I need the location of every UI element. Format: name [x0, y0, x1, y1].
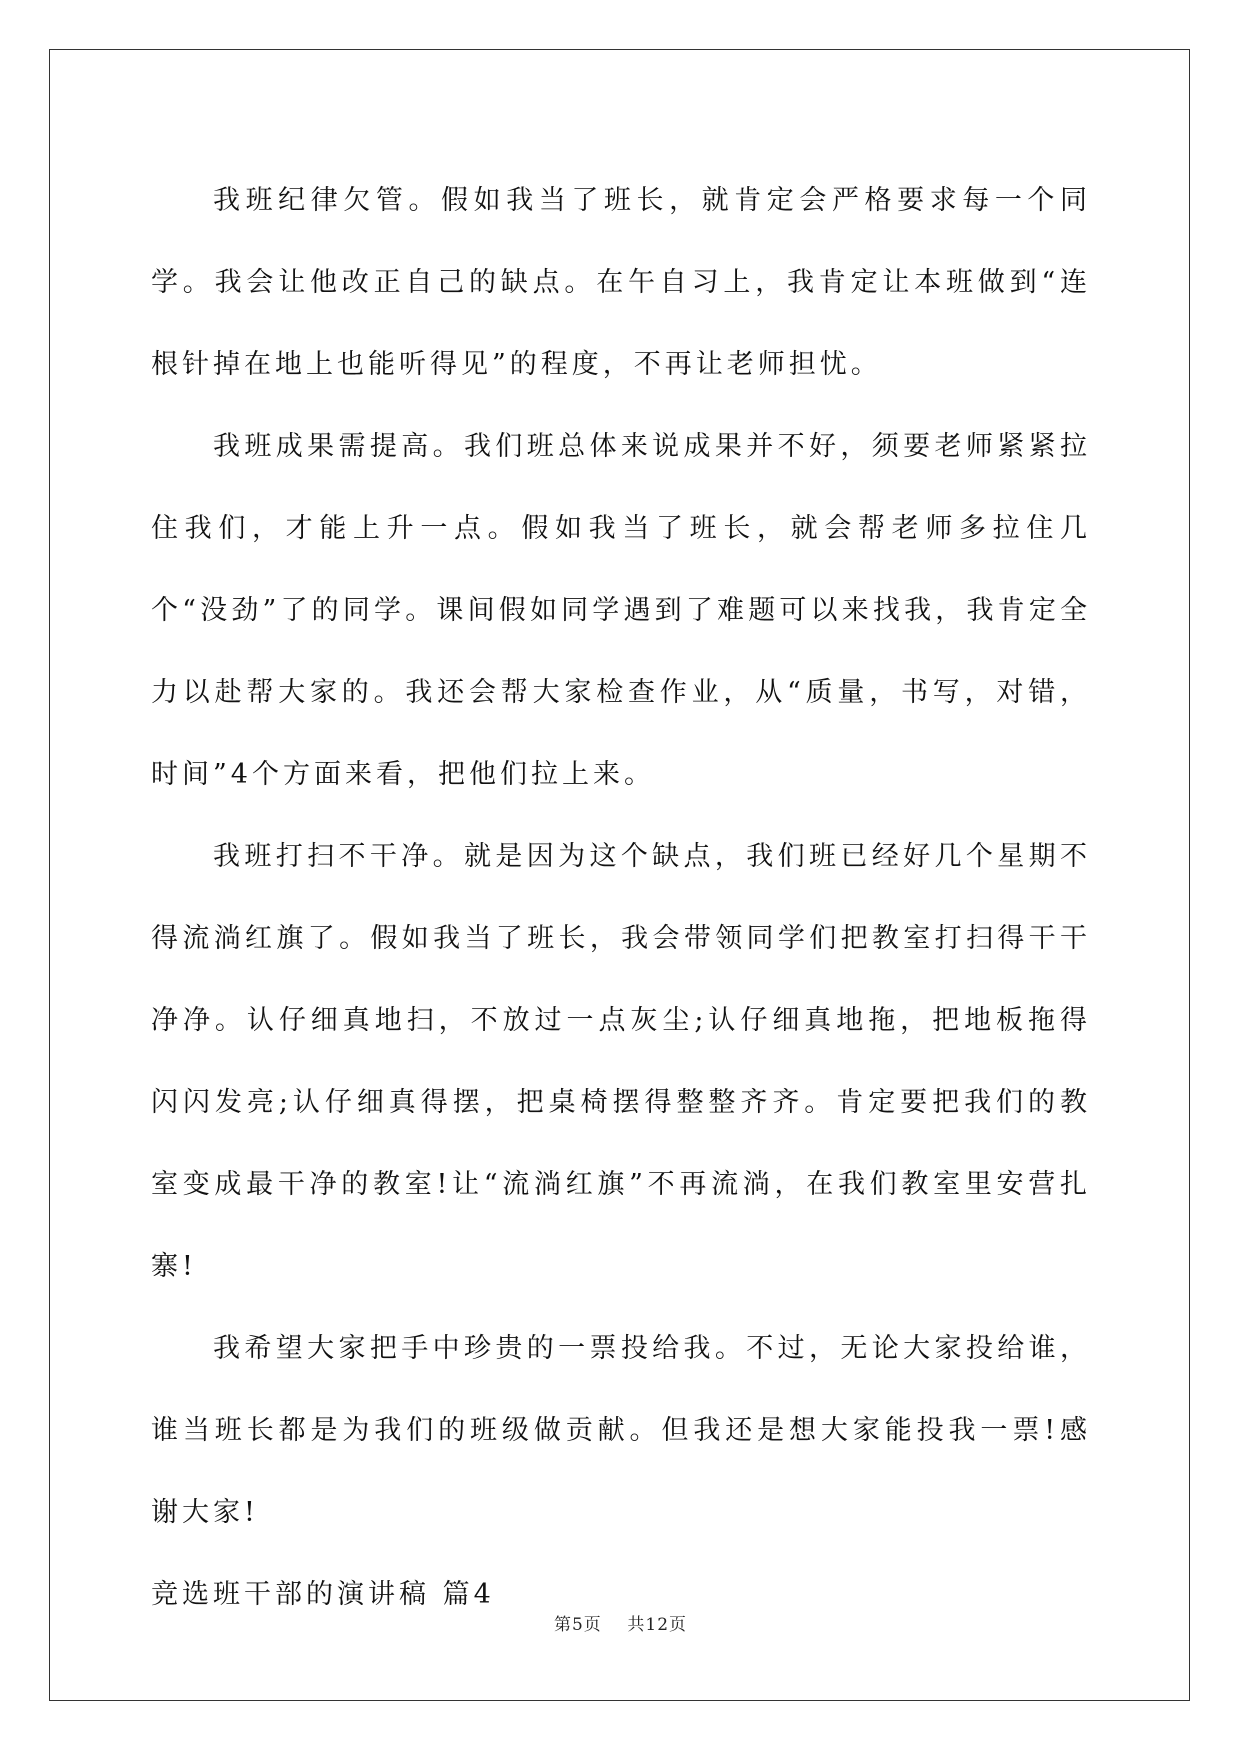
- paragraph-1: 我班纪律欠管。假如我当了班长，就肯定会严格要求每一个同学。我会让他改正自己的缺点。在午自习上，我肯定让本班做到“连根针掉在地上也能听得见”的程度，不再让老师担忧。: [151, 185, 1091, 380]
- footer-separator: [602, 1615, 628, 1635]
- paragraph-2: 我班成果需提高。我们班总体来说成果并不好，须要老师紧紧拉住我们，才能上升一点。假如我当了班长，就会帮老师多拉住几个“没劲”了的同学。课间假如同学遇到了难题可以来找我，我肯定全力以赴帮大家的。我还会帮大家检查作业，从“质量，书写，对错，时间”4个方面来看，把他们拉上来。: [151, 431, 1091, 790]
- page-number-current: 第5页: [553, 1615, 602, 1635]
- paragraph-4: 我希望大家把手中珍贵的一票投给我。不过，无论大家投给谁，谁当班长都是为我们的班级做贡献。但我还是想大家能投我一票!感谢大家!: [151, 1333, 1091, 1528]
- document-body: [151, 160, 1091, 1636]
- paragraph-3: 我班打扫不干净。就是因为这个缺点，我们班已经好几个星期不得流淌红旗了。假如我当了班长，我会带领同学们把教室打扫得干干净净。认仔细真地扫，不放过一点灰尘;认仔细真地拖，把地板拖得闪闪发亮;认仔细真得摆，把桌椅摆得整整齐齐。肯定要把我们的教室变成最干净的教室!让“流淌红旗”不再流淌，在我们教室里安营扎寨!: [151, 841, 1091, 1282]
- page-number-total: 共12页: [627, 1615, 688, 1635]
- section-heading: 竞选班干部的演讲稿 篇4: [151, 1579, 495, 1610]
- page-footer: [0, 1610, 1241, 1635]
